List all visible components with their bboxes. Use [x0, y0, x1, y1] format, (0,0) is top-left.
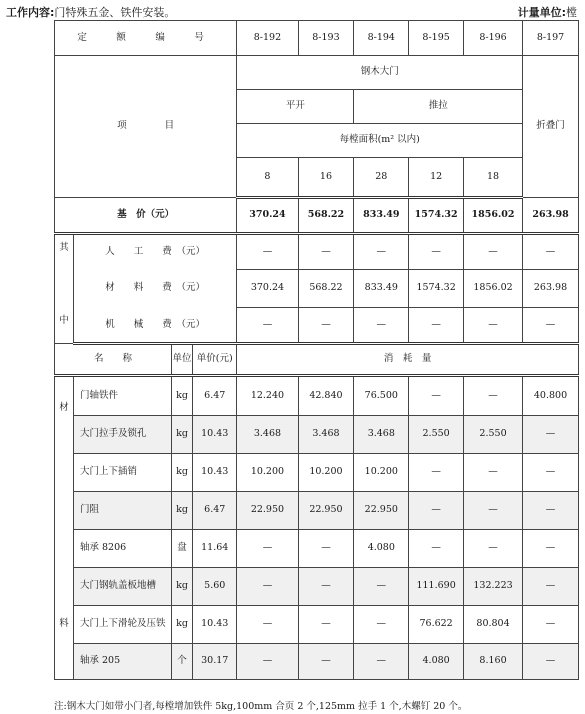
consumption-cell: —	[464, 376, 523, 416]
code-cell: 8-193	[298, 21, 354, 56]
quota-no-row	[55, 21, 579, 56]
material-unit-price: 6.47	[193, 376, 237, 416]
area-cell: 12	[409, 158, 464, 198]
base-price-cell: 370.24	[237, 198, 298, 234]
work-content-text: 门特殊五金、铁件安装。	[54, 6, 176, 19]
base-price-cell: 568.22	[298, 198, 354, 234]
base-price-label: 基 价（元）	[55, 198, 237, 234]
consumption-cell: —	[523, 606, 579, 644]
consumption-cell: 76.500	[354, 376, 409, 416]
machine-cell: —	[523, 308, 579, 344]
consumption-cell: —	[464, 454, 523, 492]
consumption-label: 消 耗 量	[237, 344, 579, 376]
work-content-header	[6, 4, 175, 20]
material-unit: 盘	[172, 530, 193, 568]
material-name: 门轴铁件	[73, 376, 171, 416]
consumption-cell: 3.468	[354, 416, 409, 454]
consumption-cell: 22.950	[298, 492, 354, 530]
machine-cell: —	[237, 308, 298, 344]
item-label: 项 目	[55, 56, 237, 198]
base-price-row	[55, 198, 579, 234]
material-name: 大门拉手及锁孔	[73, 416, 171, 454]
labor-cell: —	[298, 234, 354, 270]
machine-cell: —	[354, 308, 409, 344]
machine-label: 机 械 费 （元）	[73, 308, 236, 344]
material-cell: 1856.02	[464, 270, 523, 308]
consumption-cell: 10.200	[354, 454, 409, 492]
consumption-cell: —	[409, 454, 464, 492]
consumption-cell: —	[298, 606, 354, 644]
consumption-cell: —	[523, 644, 579, 680]
material-cell: 263.98	[523, 270, 579, 308]
code-cell: 8-194	[354, 21, 409, 56]
consumption-cell: 3.468	[237, 416, 298, 454]
consumption-cell: 3.468	[298, 416, 354, 454]
material-cell: 568.22	[298, 270, 354, 308]
code-cell: 8-196	[464, 21, 523, 56]
area-label: 每樘面积(m² 以内)	[237, 124, 523, 158]
material-cell: 833.49	[354, 270, 409, 308]
consumption-cell: —	[523, 492, 579, 530]
consumption-cell: —	[409, 376, 464, 416]
labor-cell: —	[237, 234, 298, 270]
area-cell: 8	[237, 158, 298, 198]
material-name: 大门上下滑轮及压铁	[73, 606, 171, 644]
base-price-cell: 833.49	[354, 198, 409, 234]
machine-cell: —	[298, 308, 354, 344]
material-item-row	[55, 568, 579, 606]
consumption-cell: —	[523, 454, 579, 492]
consumption-cell: —	[237, 644, 298, 680]
consumption-cell: —	[354, 606, 409, 644]
material-item-row	[55, 644, 579, 680]
qi-zhong-label: 其 中	[55, 234, 74, 344]
consumption-cell: —	[237, 568, 298, 606]
machine-cell: —	[464, 308, 523, 344]
material-item-row	[55, 454, 579, 492]
consumption-cell: —	[354, 644, 409, 680]
consumption-cell: 22.950	[354, 492, 409, 530]
labor-cell: —	[464, 234, 523, 270]
material-unit: kg	[172, 376, 193, 416]
code-cell: 8-197	[523, 21, 579, 56]
material-cell: 1574.32	[409, 270, 464, 308]
material-unit: kg	[172, 606, 193, 644]
base-price-cell: 1574.32	[409, 198, 464, 234]
consumption-cell: —	[523, 568, 579, 606]
unit-label: 计量单位:	[517, 6, 566, 19]
unit-value: 樘	[566, 6, 577, 19]
material-unit-price: 11.64	[193, 530, 237, 568]
material-label: 材 料 费 （元）	[73, 270, 236, 308]
work-content-label: 工作内容:	[6, 6, 55, 19]
consumption-cell: —	[237, 606, 298, 644]
consumption-cell: 80.804	[464, 606, 523, 644]
consumption-cell: 132.223	[464, 568, 523, 606]
consumption-cell: —	[523, 530, 579, 568]
consumption-cell: 22.950	[237, 492, 298, 530]
material-name: 轴承 205	[73, 644, 171, 680]
consumption-cell: 111.690	[409, 568, 464, 606]
consumption-cell: 42.840	[298, 376, 354, 416]
consumption-cell: —	[237, 530, 298, 568]
quota-no-label: 定 额 编 号	[55, 21, 237, 56]
material-unit-price: 10.43	[193, 606, 237, 644]
labor-label: 人 工 费 （元）	[73, 234, 236, 270]
consumption-cell: 2.550	[409, 416, 464, 454]
consumption-cell: 2.550	[464, 416, 523, 454]
unit-col-label: 单位	[172, 344, 193, 376]
consumption-cell: —	[464, 530, 523, 568]
consumption-cell: —	[298, 644, 354, 680]
consumption-cell: —	[464, 492, 523, 530]
unit-price-col-label: 单价(元)	[193, 344, 237, 376]
material-unit: kg	[172, 416, 193, 454]
material-unit-price: 10.43	[193, 416, 237, 454]
flat-open-label: 平开	[237, 90, 354, 124]
code-cell: 8-192	[237, 21, 298, 56]
material-unit-price: 5.60	[193, 568, 237, 606]
material-item-row	[55, 416, 579, 454]
material-unit: kg	[172, 454, 193, 492]
code-cell: 8-195	[409, 21, 464, 56]
unit-header	[518, 4, 577, 20]
consumption-cell: 76.622	[409, 606, 464, 644]
machine-cell: —	[409, 308, 464, 344]
quota-table	[54, 20, 579, 680]
footnote: 注:钢木大门如带小门者,每樘增加铁件 5kg,100mm 合页 2 个,125mm 拉手 1 个,木螺钉 20 个。	[54, 701, 468, 712]
material-unit: kg	[172, 568, 193, 606]
labor-cell: —	[354, 234, 409, 270]
consumption-cell: —	[298, 568, 354, 606]
consumption-cell: —	[354, 568, 409, 606]
consumption-cell: 10.200	[237, 454, 298, 492]
consumption-cell: 4.080	[354, 530, 409, 568]
name-col-label: 名 称	[55, 344, 172, 376]
base-price-cell: 263.98	[523, 198, 579, 234]
material-item-row	[55, 530, 579, 568]
area-cell: 18	[464, 158, 523, 198]
sliding-label: 推拉	[354, 90, 523, 124]
consumption-cell: 8.160	[464, 644, 523, 680]
steel-wood-door-label: 钢木大门	[237, 56, 523, 90]
consumption-cell: 40.800	[523, 376, 579, 416]
labor-cell: —	[409, 234, 464, 270]
consumption-cell: 12.240	[237, 376, 298, 416]
consumption-cell: —	[409, 492, 464, 530]
machine-row	[55, 308, 579, 344]
material-unit-price: 30.17	[193, 644, 237, 680]
cai-liao-label: 材 料	[55, 376, 74, 680]
labor-cell: —	[523, 234, 579, 270]
material-cell: 370.24	[237, 270, 298, 308]
consumption-cell: 10.200	[298, 454, 354, 492]
material-name: 门阻	[73, 492, 171, 530]
material-name: 大门钢轨盖板地槽	[73, 568, 171, 606]
material-name: 轴承 8206	[73, 530, 171, 568]
consumption-cell: —	[409, 530, 464, 568]
folding-door-label: 折叠门	[523, 56, 579, 198]
material-item-row	[55, 492, 579, 530]
material-row	[55, 270, 579, 308]
material-unit-price: 6.47	[193, 492, 237, 530]
base-price-cell: 1856.02	[464, 198, 523, 234]
material-header-row	[55, 344, 579, 376]
consumption-cell: —	[523, 416, 579, 454]
material-unit-price: 10.43	[193, 454, 237, 492]
area-cell: 16	[298, 158, 354, 198]
labor-row	[55, 234, 579, 270]
material-item-row	[55, 376, 579, 416]
material-item-row	[55, 606, 579, 644]
material-unit: kg	[172, 492, 193, 530]
material-name: 大门上下插销	[73, 454, 171, 492]
area-cell: 28	[354, 158, 409, 198]
consumption-cell: —	[298, 530, 354, 568]
consumption-cell: 4.080	[409, 644, 464, 680]
material-unit: 个	[172, 644, 193, 680]
